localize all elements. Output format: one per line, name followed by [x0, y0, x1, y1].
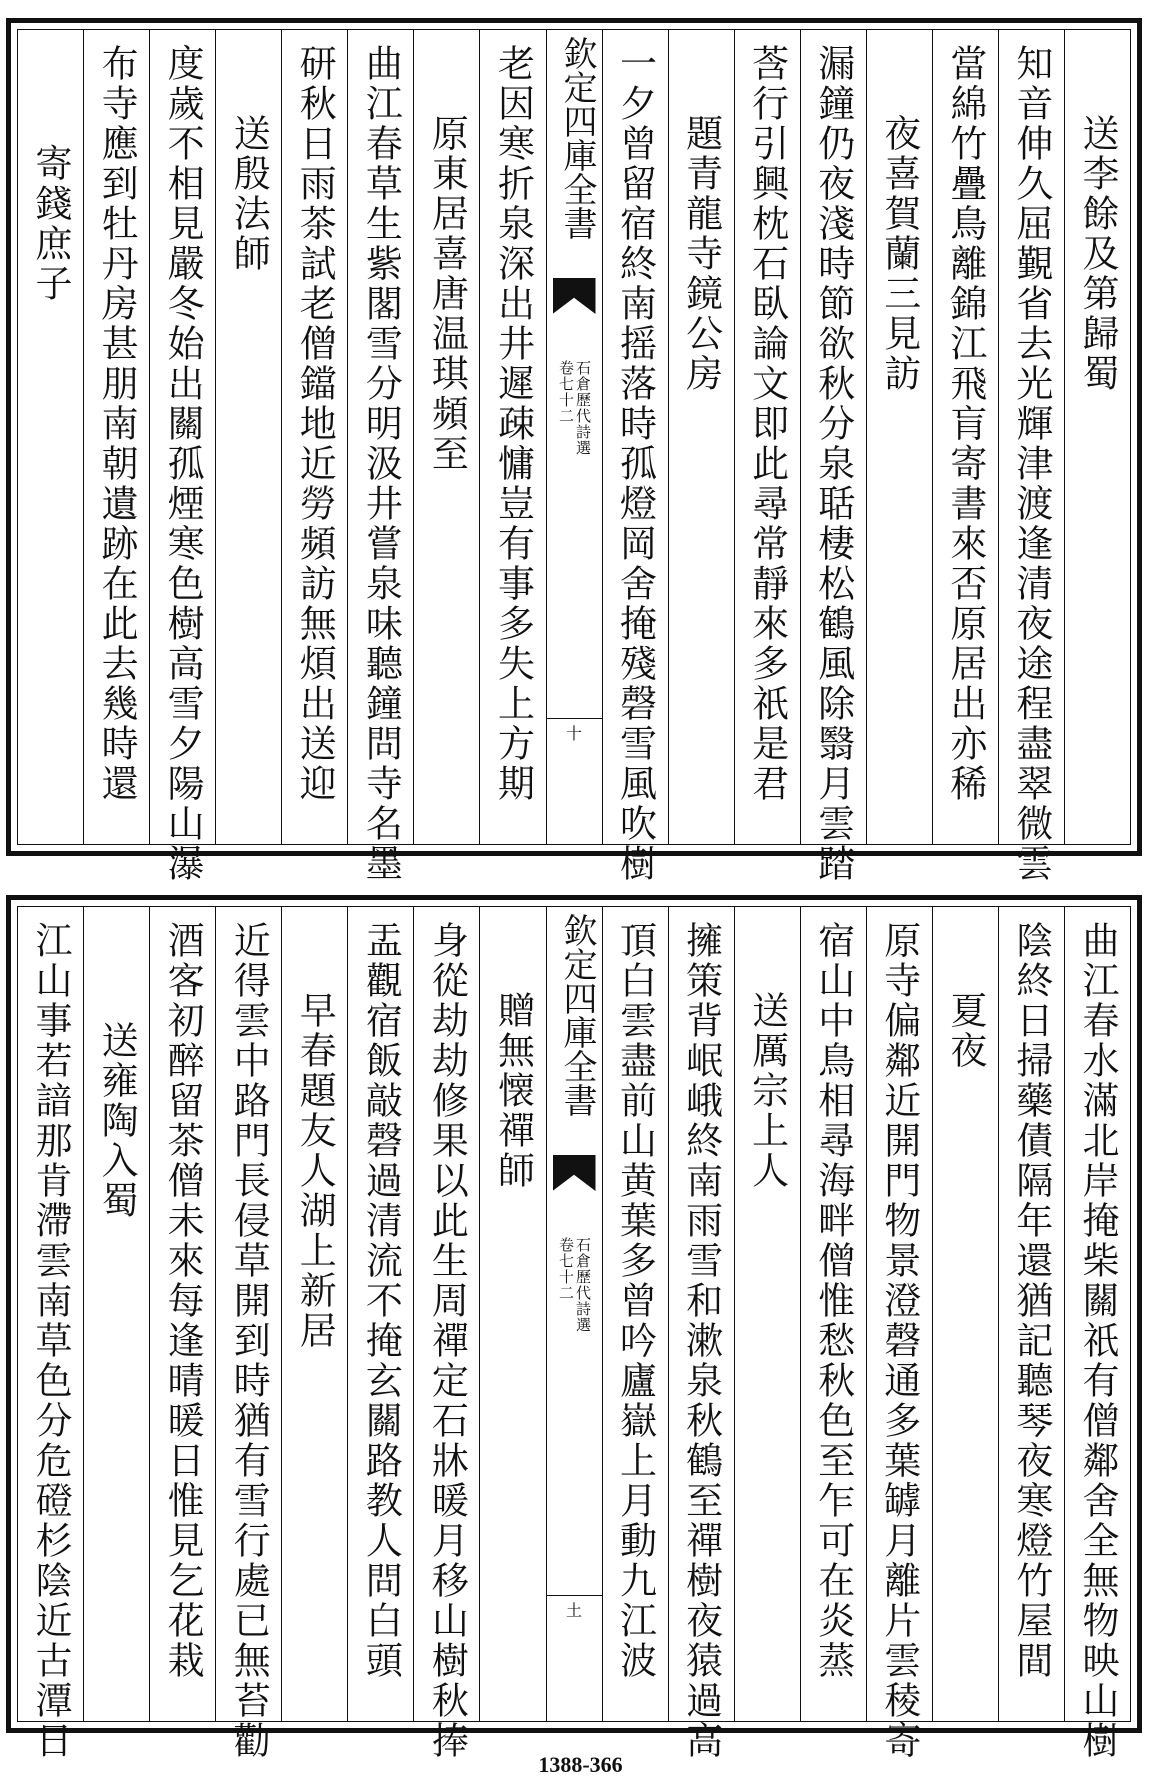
text-column	[602, 907, 668, 1721]
poem-line: 漏鐘仍夜淺時節欲秋分泉聒棲松鶴風除翳月雲踏	[811, 44, 855, 884]
poem-line: 陰終日掃藥債隔年還猶記聽琴夜寒燈竹屋間	[1009, 921, 1053, 1681]
volume-number: 卷七十二	[557, 360, 575, 424]
fish-tail-mark	[553, 278, 596, 314]
text-column	[149, 30, 215, 884]
poem-title: 原東居喜唐温琪頻至	[425, 114, 469, 474]
text-column	[1064, 907, 1130, 1761]
text-column	[866, 907, 932, 1761]
text-column	[347, 30, 413, 884]
text-column	[149, 907, 215, 1721]
text-column	[800, 30, 866, 884]
poem-line: 近得雲中路門長侵草開到時猶有雪行處已無苔勸	[227, 921, 271, 1761]
volume-number: 卷七十二	[557, 1237, 575, 1301]
leaf-number: 土	[547, 1595, 602, 1621]
poem-line: 身從劫劫修果以此生周禪定石牀暖月移山樹秋捧	[425, 921, 469, 1761]
poem-line: 度歲不相見嚴冬始出關孤煙寒色樹高雪夕陽山瀑	[161, 44, 205, 884]
poem-line: 一夕曾留宿終南摇落時孤燈岡舍掩殘磬雪風吹樹	[613, 44, 657, 884]
collection-name: 石倉歷代詩選	[574, 360, 592, 456]
poem-title: 寄錢庶子	[29, 144, 73, 304]
text-column	[18, 30, 83, 844]
poem-line: 擁策背岷峨終南雨雪和漱泉秋鶴至禪樹夜猿過高	[679, 921, 723, 1761]
text-column	[18, 907, 83, 1761]
text-column	[1064, 30, 1130, 844]
text-column	[347, 907, 413, 1721]
poem-title: 贈無懐禪師	[491, 991, 535, 1191]
top-folio	[6, 18, 1142, 884]
text-column	[413, 907, 479, 1761]
poem-line: 研秋日雨茶試老僧鐺地近勞頻訪無煩出送迎	[293, 44, 337, 804]
text-column	[734, 907, 800, 1721]
text-column	[413, 30, 479, 844]
poem-title: 送雍陶入蜀	[95, 1021, 139, 1221]
text-column	[281, 30, 347, 844]
catalog-number: 1388-366	[538, 1752, 623, 1777]
text-column	[932, 30, 998, 844]
poem-title: 夏夜	[943, 991, 987, 1071]
center-fold	[546, 30, 602, 844]
poem-title: 夜喜賀蘭三見訪	[877, 114, 921, 394]
poem-line: 宿山中鳥相尋海畔僧惟愁秋色至乍可在炎蒸	[811, 921, 855, 1681]
text-column	[668, 30, 734, 844]
bottom-frame	[17, 906, 1131, 1761]
center-meta	[547, 1237, 602, 1333]
text-column	[734, 30, 800, 844]
fish-tail-mark	[553, 1155, 596, 1191]
text-column	[602, 30, 668, 884]
poem-line: 莟行引興枕石臥論文即此尋常靜來多祇是君	[745, 44, 789, 804]
text-column	[83, 30, 149, 844]
poem-line: 江山事若諳那肯滯雲南草色分危磴杉陰近古潭日	[29, 921, 73, 1761]
poem-title: 送厲宗上人	[745, 991, 789, 1191]
poem-line: 當綿竹疊鳥離錦江飛肓寄書來否原居出亦稀	[943, 44, 987, 804]
leaf-number: 十	[547, 718, 602, 744]
poem-line: 盂觀宿飯敲磬過清流不掩玄關路教人問白頭	[359, 921, 403, 1681]
poem-line: 曲江春草生紫閣雪分明汲井嘗泉味聽鐘問寺名墨	[359, 44, 403, 884]
text-column	[932, 907, 998, 1721]
poem-title: 題青龍寺鏡公房	[679, 114, 723, 394]
text-column	[998, 30, 1064, 884]
poem-line: 知音伸久屈覲省去光輝津渡逢清夜途程盡翠微雲	[1009, 44, 1053, 884]
center-meta	[547, 360, 602, 456]
text-column	[83, 907, 149, 1721]
text-column	[998, 907, 1064, 1721]
poem-line: 曲江春水滿北岸掩柴關祇有僧鄰舍全無物映山樹	[1075, 921, 1119, 1761]
text-column	[479, 907, 545, 1721]
center-fold	[546, 907, 602, 1721]
text-column	[668, 907, 734, 1761]
poem-line: 原寺偏鄰近開門物景澄磬通多葉罅月離片雲稜寄	[877, 921, 921, 1761]
top-frame	[17, 29, 1131, 884]
poem-line: 老因寒折泉深出井遲疎慵豈有事多失上方期	[491, 44, 535, 804]
poem-title: 送殷法師	[227, 114, 271, 274]
text-column	[479, 30, 545, 844]
text-column	[281, 907, 347, 1721]
book-title: 欽定四庫全書	[557, 36, 597, 240]
text-column	[800, 907, 866, 1721]
poem-title: 早春題友人湖上新居	[293, 991, 337, 1351]
text-column	[215, 907, 281, 1761]
collection-name: 石倉歷代詩選	[574, 1237, 592, 1333]
book-title: 欽定四庫全書	[557, 913, 597, 1117]
bottom-folio	[6, 895, 1142, 1761]
poem-line: 布寺應到牡丹房甚朋南朝遺跡在此去幾時還	[95, 44, 139, 804]
poem-title: 送李餘及第歸蜀	[1075, 114, 1119, 394]
poem-line: 頂白雲盡前山黄葉多曾吟廬嶽上月動九江波	[613, 921, 657, 1681]
text-column	[866, 30, 932, 844]
text-column	[215, 30, 281, 844]
poem-line: 酒客初醉留茶僧未來每逢晴暖日惟見乞花栽	[161, 921, 205, 1681]
